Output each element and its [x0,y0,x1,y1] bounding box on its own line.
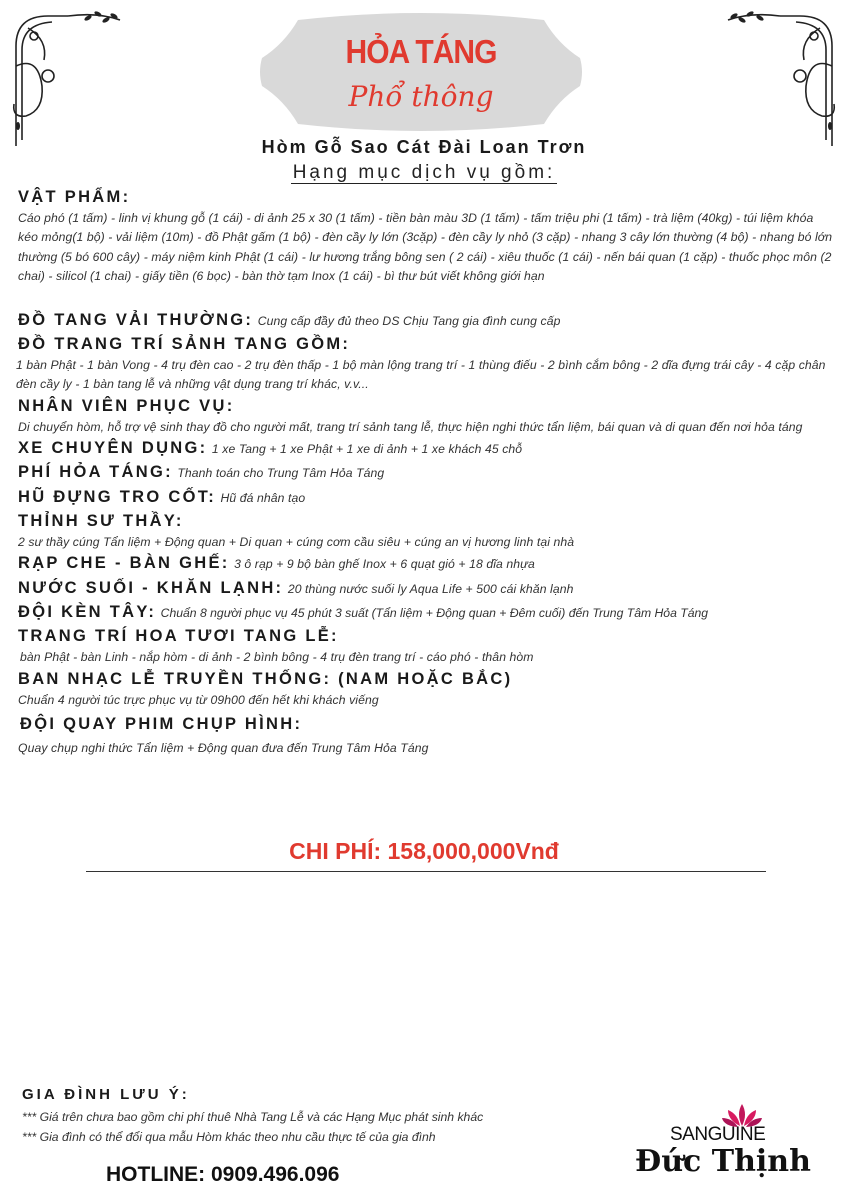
section-text: Cáo phó (1 tấm) - linh vị khung gỗ (1 cái) - di ảnh 25 x 30 (1 tấm) - tiền bàn màu 3D (1 tấm) - tấm triệu phi (1 tấm) - trà liệm (40kg) - túi liệm khóa kéo mỏng(1 bộ) - vải liệm (10m) - đồ Phật gấm (1 bộ) - đèn cầy ly lớn (3cặp) - đèn cầy ly nhỏ (3 cặp) - nhang 3 cây lớn thường (4 bộ) - nhang bó lớn thường (5 bó 600 cây) - máy niệm kinh Phật (1 cái) - lư hương trắng bông sen ( 2 cái) - xiêu thuốc (1 cái) - nến bái quan (1 cặp) - thuốc phọc môn (2 chai) - silicol (1 chai) - giấy tiền (6 bọc) - bàn thờ tạm Inox (1 cái) - bì thư bút viết không giới hạn [18,211,833,284]
intro-heading: Hạng mục dịch vụ gồm: [292,162,556,183]
note-line-2: *** Gia đình có thể đổi qua mẫu Hòm khác theo nhu cầu thực tế của gia đình [22,1130,436,1144]
page-title: HỎA TÁNG [345,33,497,71]
section-label: XE CHUYÊN DỤNG: [18,439,208,458]
section-text: bàn Phật - bàn Linh - nắp hòm - di ảnh - 2 bình bông - 4 trụ đèn trang trí - cáo phó - thân hòm [20,650,534,665]
section-text: Cung cấp đầy đủ theo DS Chịu Tang gia đình cung cấp [257,313,561,328]
section-text: Chuẩn 4 người túc trực phục vụ từ 09h00 đến hết khi khách viếng [18,692,379,707]
corner-ornament-left [8,6,138,151]
section-text: 2 sư thầy cúng Tẩn liệm + Động quan + Di quan + cúng cơm cầu siêu + cúng an vị hương linh tại nhà [18,535,575,550]
section-text: Di chuyển hòm, hỗ trợ vệ sinh thay đồ cho người mất, trang trí sảnh tang lễ, thực hiện nghi thức tẩn liệm, bái quan và di quan đến nơi hỏa táng [18,419,803,434]
corner-ornament-right [710,6,840,151]
section-do-tang [18,309,834,333]
price-divider [86,871,766,872]
logo-name: Đức Thịnh [635,1144,811,1179]
section-vat-pham [18,186,834,287]
section-label: THỈNH SƯ THẦY: [18,512,184,531]
section-label: RẠP CHE - BÀN GHẾ: [18,554,230,573]
section-text: Quay chụp nghi thức Tẩn liệm + Động quan đưa đến Trung Tâm Hỏa Táng [18,741,429,756]
note-line-1: *** Giá trên chưa bao gồm chi phí thuê Nhà Tang Lễ và các Hạng Mục phát sinh khác [22,1110,484,1124]
title-badge [258,10,584,134]
section-text: Chuẩn 8 người phục vụ 45 phút 3 suất (Tẩn liệm + Động quan + Đêm cuối) đến Trung Tâm Hỏa Táng [160,606,709,621]
section-nhan-vien [18,395,834,437]
page-subtitle: Phổ thông [348,80,494,113]
section-label: NHÂN VIÊN PHỤC VỤ: [18,396,235,415]
section-label: ĐỘI QUAY PHIM CHỤP HÌNH: [20,715,303,734]
brand-logo [635,1100,840,1195]
section-label: BAN NHẠC LỄ TRUYỀN THỐNG: (NAM HOẶC BẮC) [18,669,513,688]
section-label: HŨ ĐỰNG TRO CỐT: [18,487,217,506]
section-text: 1 xe Tang + 1 xe Phật + 1 xe di ảnh + 1 xe khách 45 chỗ [211,442,523,457]
section-ban-nhac [18,668,834,710]
section-label: TRANG TRÍ HOA TƯƠI TANG LỄ: [18,627,339,646]
section-hoa-tuoi [18,625,834,667]
section-doi-ken [18,601,834,625]
section-quay-phim [18,713,834,758]
section-label: VẬT PHẨM: [18,188,131,206]
section-text: Thanh toán cho Trung Tâm Hỏa Táng [177,466,385,481]
section-nuoc-suoi [18,577,834,601]
section-text: 20 thùng nước suối ly Aqua Life + 500 cái khăn lạnh [287,581,574,596]
package-name: Hòm Gỗ Sao Cát Đài Loan Trơn [261,137,587,157]
section-rap-che [18,552,834,576]
section-xe [18,437,834,461]
section-label: ĐỒ TRANG TRÍ SẢNH TANG GỒM: [18,334,351,353]
section-label: ĐỒ TANG VẢI THƯỜNG: [18,310,254,329]
section-hu-dung [18,486,834,510]
section-label: NƯỚC SUỐI - KHĂN LẠNH: [18,578,284,597]
hotline[interactable]: HOTLINE: 0909.496.096 [106,1163,340,1186]
section-text: 3 ô rạp + 9 bộ bàn ghế Inox + 6 quạt gió + 18 dĩa nhựa [234,557,535,572]
section-text: 1 bàn Phật - 1 bàn Vong - 4 trụ đèn cao - 2 trụ đèn thấp - 1 bộ màn lộng trang trí - 1 thùng điếu - 2 bình cắm bông - 2 dĩa đựng trái cây - 4 cặp chân đèn cầy ly - 1 bàn tang lễ và những vật dụng trang trí khác, v.v... [16,357,826,392]
section-text: Hũ đá nhân tạo [220,490,306,505]
section-phi-hoa-tang [18,461,834,485]
service-list [18,186,834,759]
notes-heading: GIA ĐÌNH LƯU Ý: [22,1086,190,1103]
section-label: ĐỘI KÈN TÂY: [18,603,157,622]
section-trang-tri-sanh [18,333,834,395]
price-total: CHI PHÍ: 158,000,000Vnđ [289,838,559,864]
section-thinh-su [18,510,834,552]
logo-brand: SANGUINE [670,1124,766,1145]
section-label: PHÍ HỎA TÁNG: [18,463,173,482]
